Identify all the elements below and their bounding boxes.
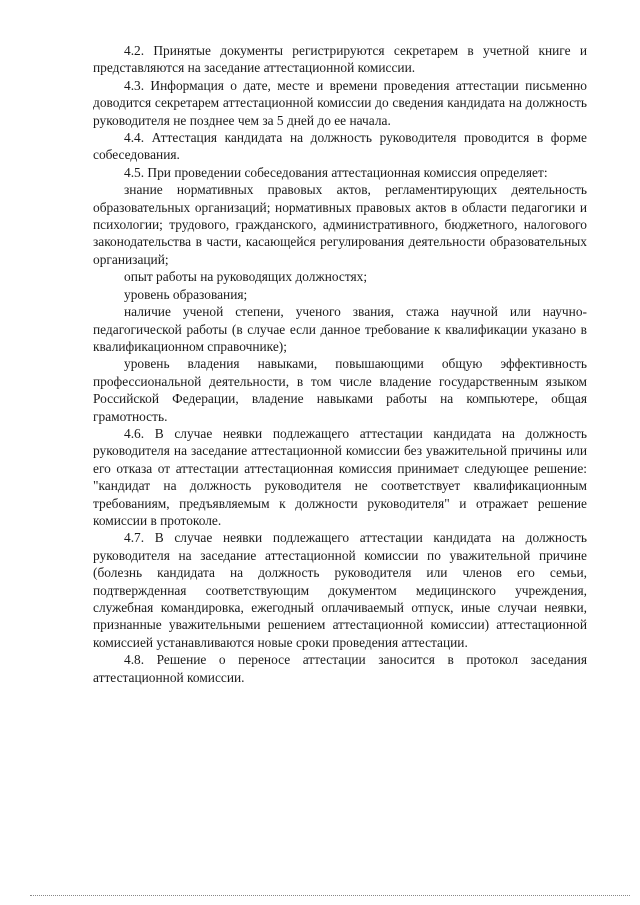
paragraph-4-5: 4.5. При проведении собеседования аттестационная комиссия определяет: xyxy=(124,164,548,180)
document-body xyxy=(93,42,587,686)
paragraph-4-8: 4.8. Решение о переносе аттестации заносится в протокол заседания аттестационной комиссии. xyxy=(93,652,587,685)
paragraph-4-6: 4.6. В случае неявки подлежащего аттестации кандидата на должность руководителя на заседание аттестационной комиссии без уважительной причины или его отказа от аттестации аттестационная комиссия принимает следующее решение: "кандидат на должность руководителя не соответствует квалификационным требованиям, предъявляемым к должности руководителя" и отражает решение комиссии в протоколе. xyxy=(93,425,587,528)
paragraph-4-4: 4.4. Аттестация кандидата на должность руководителя проводится в форме собеседования. xyxy=(93,130,587,163)
paragraph-4-7: 4.7. В случае неявки подлежащего аттестации кандидата на должность руководителя на заседание аттестационной комиссии по уважительной причине (болезнь кандидата на должность руководителя или членов его семьи, подтвержденная соответствующим документом медицинского учреждения, служебная командировка, ежегодный оплачиваемый отпуск, иные случаи неявки, признанные уважительными решением аттестационной комиссии) аттестационной комиссией устанавливаются новые сроки проведения аттестации. xyxy=(93,530,587,650)
paragraph-4-3: 4.3. Информация о дате, месте и времени проведения аттестации письменно доводится секретарем аттестационной комиссии до сведения кандидата на должность руководителя не позднее чем за 5 дней до ее начала. xyxy=(93,77,587,128)
paragraph-4-2: 4.2. Принятые документы регистрируются секретарем в учетной книге и представляются на заседание аттестационной комиссии. xyxy=(93,43,587,76)
page-bottom-divider xyxy=(30,895,630,896)
list-item-education: уровень образования; xyxy=(124,286,248,302)
list-item-knowledge: знание нормативных правовых актов, регламентирующих деятельность образовательных организаций; нормативных правовых актов в области педагогики и психологии; трудового, гражданского, административного, бюджетного, налогового законодательства в части, касающейся регулирования деятельности образовательных организаций; xyxy=(93,182,587,267)
list-item-degree: наличие ученой степени, ученого звания, стажа научной или научно-педагогической работы (в случае если данное требование к квалификации указано в квалификационном справочнике); xyxy=(93,304,587,354)
list-item-experience: опыт работы на руководящих должностях; xyxy=(124,269,368,285)
list-item-skills: уровень владения навыками, повышающими общую эффективность профессиональной деятельности, в том числе владение государственным языком Российской Федерации, владение навыками работы на компьютере, общая грамотность. xyxy=(93,356,587,424)
